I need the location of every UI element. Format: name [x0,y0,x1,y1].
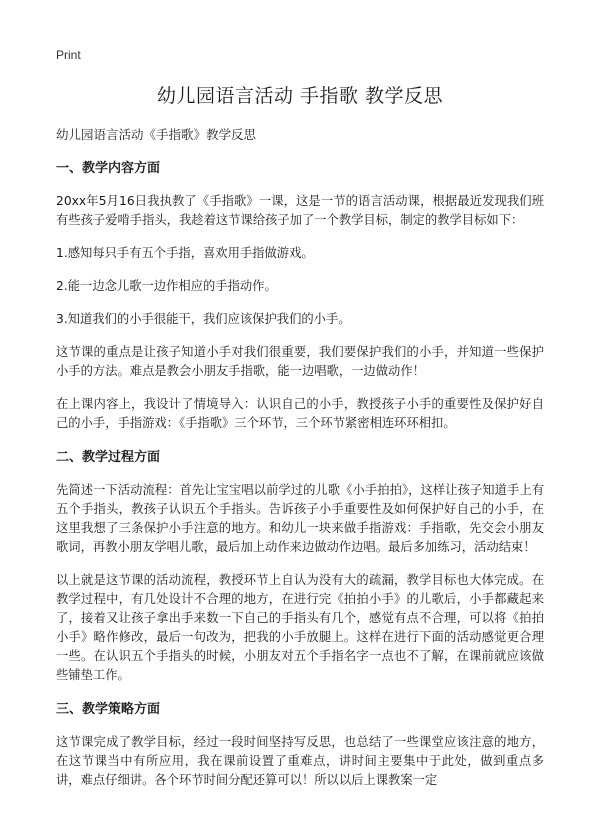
paragraph: 20xx年5月16日我执教了《手指歌》一课，这是一节的语言活动课，根据最近发现我们班有些孩子爱啃手指头，我趁着这节课给孩子加了一个教学目标，制定的教学目标如下： [56,194,544,227]
print-link[interactable]: Print [56,48,81,62]
document-subtitle: 幼儿园语言活动《手指歌》教学反思 [56,127,257,142]
paragraph: 这节课完成了教学目标，经过一段时间坚持写反思，也总结了一些课堂应该注意的地方，在这节课当中有所应用，我在课前设置了重难点，讲时间主要集中于此处，做到重点多讲，难点仔细讲。各个环节时间分配还算可以！所以以后上课教案一定 [56,735,544,787]
paragraph: 以上就是这节课的活动流程，教授环节上自认为没有大的疏漏，教学目标也大体完成。在教学过程中，有几处设计不合理的地方，在进行完《拍拍小手》的儿歌后，小手都藏起来了，接着又让孩子拿出手来数一下自己的手指头有几个，感觉有点不合理，可以将《拍拍小手》略作修改，最后一句改为，把我的小手放腿上。这样在进行下面的活动感觉更合理一些。在认识五个手指头的时候，小朋友对五个手指名字一点也不了解，在课前就应该做些铺垫工作。 [56,573,544,682]
paragraph: 3.知道我们的小手很能干，我们应该保护我们的小手。 [56,312,351,326]
paragraph: 2.能一边念儿歌一边作相应的手指动作。 [56,279,277,293]
document-content [56,46,544,828]
paragraph: 这节课的重点是让孩子知道小手对我们很重要，我们要保护我们的小手，并知道一些保护小手的方法。难点是教会小朋友手指歌，能一边唱歌，一边做动作！ [56,345,544,378]
section-heading-strategy: 三、教学策略方面 [56,702,161,717]
paragraph: 在上课内容上，我设计了情境导入：认识自己的小手，教授孩子小手的重要性及保护好自己的小手，手指游戏：《手指歌》三个环节，三个环节紧密相连环环相扣。 [56,397,544,430]
paragraph: 先简述一下活动流程：首先让宝宝唱以前学过的儿歌《小手拍拍》，这样让孩子知道手上有五个手指头，教孩子认识五个手指头。告诉孩子小手重要性及如何保护好自己的小手，在这里我想了三条保护小手注意的地方。和幼儿一块来做手指游戏：手指歌，先交会小朋友歌词，再教小朋友学唱儿歌，最后加上动作来边做动作边唱。最后多加练习，活动结束！ [56,483,544,554]
section-heading-content: 一、教学内容方面 [56,161,161,176]
section-heading-process: 二、教学过程方面 [56,450,161,465]
document-title: 幼儿园语言活动 手指歌 教学反思 [156,85,444,107]
paragraph: 1.感知每只手有五个手指，喜欢用手指做游戏。 [56,246,314,260]
